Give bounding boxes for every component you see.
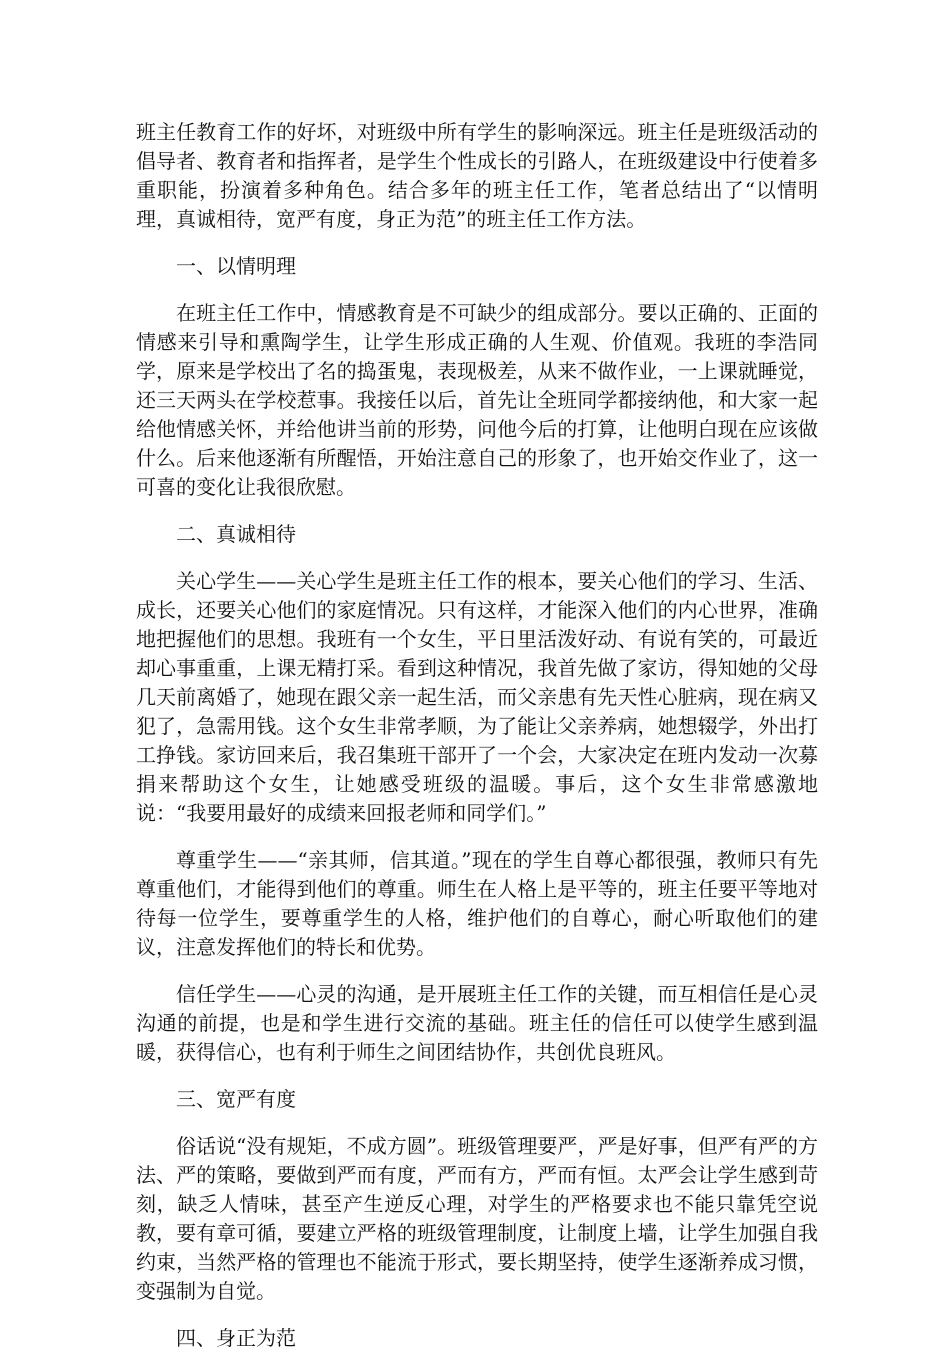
section-2-paragraph-respect: 尊重学生——“亲其师，信其道。”现在的学生自尊心都很强，教师只有先尊重他们，才能得到他们的尊重。师生在人格上是平等的，班主任要平等地对待每一位学生，要尊重学生的人格，维护他们的自尊心，耐心听取他们的建议，注意发挥他们的特长和优势。	[136, 848, 818, 959]
document-page	[136, 118, 818, 1371]
section-2-heading: 二、真诚相待	[176, 522, 296, 546]
section-3-heading: 三、宽严有度	[176, 1087, 296, 1111]
section-1-heading: 一、以情明理	[176, 254, 296, 278]
section-2-paragraph-trust: 信任学生——心灵的沟通，是开展班主任工作的关键，而互相信任是心灵沟通的前提，也是和学生进行交流的基础。班主任的信任可以使学生感到温暖，获得信心，也有利于师生之间团结协作，共创优良班风。	[136, 982, 818, 1064]
intro-paragraph: 班主任教育工作的好坏，对班级中所有学生的影响深远。班主任是班级活动的倡导者、教育者和指挥者，是学生个性成长的引路人，在班级建设中行使着多重职能，扮演着多种角色。结合多年的班主任工作，笔者总结出了“以情明理，真诚相待，宽严有度，身正为范”的班主任工作方法。	[136, 120, 818, 231]
section-2-paragraph-care: 关心学生——关心学生是班主任工作的根本，要关心他们的学习、生活、成长，还要关心他们的家庭情况。只有这样，才能深入他们的内心世界，准确地把握他们的思想。我班有一个女生，平日里活泼好动、有说有笑的，可最近却心事重重，上课无精打采。看到这种情况，我首先做了家访，得知她的父母几天前离婚了，她现在跟父亲一起生活，而父亲患有先天性心脏病，现在病又犯了，急需用钱。这个女生非常孝顺，为了能让父亲养病，她想辍学，外出打工挣钱。家访回来后，我召集班干部开了一个会，大家决定在班内发动一次募捐来帮助这个女生，让她感受班级的温暖。事后，这个女生非常感激地说：“我要用最好的成绩来回报老师和同学们。”	[136, 569, 818, 825]
section-3-paragraph: 俗话说“没有规矩，不成方圆”。班级管理要严，严是好事，但严有严的方法、严的策略，要做到严而有度，严而有方，严而有恒。太严会让学生感到苛刻，缺乏人情味，甚至产生逆反心理，对学生的严格要求也不能只靠凭空说教，要有章可循，要建立严格的班级管理制度，让制度上墙，让学生加强自我约束，当然严格的管理也不能流于形式，要长期坚持，使学生逐渐养成习惯，变强制为自觉。	[136, 1134, 818, 1303]
section-4-heading: 四、身正为范	[176, 1326, 296, 1350]
section-1-paragraph: 在班主任工作中，情感教育是不可缺少的组成部分。要以正确的、正面的情感来引导和熏陶学生，让学生形成正确的人生观、价值观。我班的李浩同学，原来是学校出了名的捣蛋鬼，表现极差，从来不做作业，一上课就睡觉，还三天两头在学校惹事。我接任以后，首先让全班同学都接纳他，和大家一起给他情感关怀，并给他讲当前的形势，问他今后的打算，让他明白现在应该做什么。后来他逐渐有所醒悟，开始注意自己的形象了，也开始交作业了，这一可喜的变化让我很欣慰。	[136, 301, 818, 499]
